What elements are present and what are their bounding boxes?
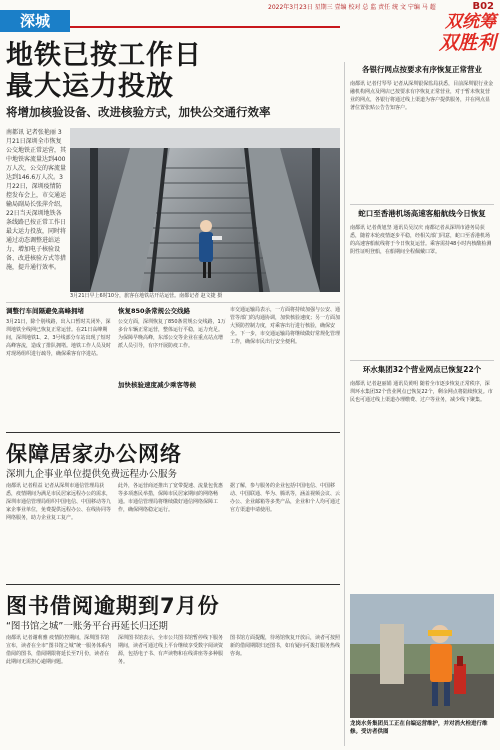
column-divider: [344, 62, 345, 746]
slogan-line-1: 双统筹: [445, 12, 496, 32]
divider: [6, 302, 340, 303]
story2-col2: 此外，各运营商还推出了宽带提速、流量包优惠等多项惠民举措，保障市民居家期间的网络畅通。市通信管理局将继续做好通信网络保障工作，确保网络稳定运行。: [118, 483, 224, 513]
masthead-rule: [70, 26, 340, 28]
lead-photo-caption: 3月21日早上6时10分，旅客在地铁站开站运营。南都记者 赵文捷 摄: [70, 293, 223, 299]
story3-col1: 南都讯 记者谢莉雅 疫情防控期间，深圳图书馆宣布，读者在全市“图书馆之城”统一服务体系内借阅的图书，借阅期限将延长至7月份，读者在此期间无需担心逾期问题。: [6, 635, 112, 665]
story3-subhead: “图书馆之城”一账务平台再延长归还期: [6, 621, 168, 632]
divider: [6, 432, 340, 433]
lead-headline: [6, 40, 336, 102]
lead-col2-title: 恢复850条常规公交线路: [118, 307, 191, 315]
sidebar-photo: [350, 594, 494, 718]
dateline: 2022年3月23日 星期三 壹编 校对 总 监 责任 统 文 宁编 马 超: [268, 4, 436, 11]
story2-col3: 据了解，参与服务的企业包括中国电信、中国移动、中国联通、华为、腾讯等，涵盖视频会议、云办公、企业邮箱等多类产品，企业和个人均可通过官方渠道申请使用。: [230, 483, 340, 513]
sidebar-story2-text: 南都讯 记者黄旭坚 通讯员吴汉庆 南都记者从深圳市港务局获悉，随着本轮疫情逐步平稳，经相关部门同意，蛇口至香港机场的高速客船航线将于今日恢复运营。乘客需持48小时内核酸检测阴性证明登船，在船期间全程佩戴口罩。: [350, 225, 492, 255]
lead-col2-title2: 加快核验速度减少乘客等候: [118, 381, 196, 389]
story3-col2: 深圳图书馆表示，全市公共图书馆暂停线下服务期间，读者可通过线上平台继续享受数字阅读资源，包括电子书、有声读物和在线讲座等多种服务。: [118, 635, 224, 665]
lead-col1-title: 调整行车间隔避免高峰拥堵: [6, 307, 84, 315]
section-tag: 深城: [0, 10, 70, 32]
divider: [350, 360, 494, 361]
story2-headline: 保障居家办公网络: [6, 442, 182, 466]
escalator-illustration: [70, 128, 340, 292]
divider: [350, 204, 494, 205]
sidebar-story1-text: 南都讯 记者付琴琴 记者从深圳银保监局获悉，目前深圳银行业金融机构网点及网店已按要求有序恢复正常营业，对于暂未恢复营业的网点，各银行将通过线上渠道为客户提供服务，并在网点显著位置张贴公告告知客户。: [350, 81, 494, 111]
worker-illustration: [350, 594, 494, 718]
story3-col3: 图书馆方面提醒，待场馆恢复开放后，读者可按照新的借阅期限归还图书，如有疑问可拨打服务热线咨询。: [230, 635, 340, 657]
lead-headline-line-2: 最大运力投放: [6, 71, 174, 102]
sidebar-photo-caption: 龙岗水务集团员工正在自编运营维护，并对消火栓进行维修。受访者供图: [350, 721, 488, 735]
sidebar-story2-title: 蛇口至香港机场高速客船航线今日恢复: [358, 209, 486, 218]
divider: [6, 584, 340, 585]
lead-subhead: 将增加核验设备、改进核验方式，加快公交通行效率: [6, 105, 271, 119]
sidebar-story3-title: 环水集团32个营业网点已恢复22个: [362, 365, 482, 374]
sidebar-story3-text: 南都讯 记者赵丽娟 通讯员黄明 随着全市逐步恢复正常秩序，深圳环水集团32个营业网点已恢复22个，剩余网点将陆续恢复。市民也可通过线上渠道办理缴费、过户等业务，减少线下聚集。: [350, 381, 493, 403]
lead-col1-text: 3月21日，除个别线路，出入口暂时关闭外，深圳地铁全线网已恢复正常运营。在21日高峰期间，深圳地铁1、2、3号线部分车站出现了短时高峰客流，造成了排队拥堵。地铁工作人员及时对现场组织进行疏导，确保乘客有序进站。: [6, 319, 112, 357]
slogan-line-2: 双胜利: [438, 32, 496, 54]
lead-photo: [70, 128, 340, 292]
campaign-slogan: [368, 12, 496, 56]
lead-col2-text: 公交方面，深圳恢复了850条常规公交线路，1万多台车辆正常运营，整体运行平稳，运力充足。为保障早晚高峰，东部公交等企业在重点站点增派人员引导，有序开展防疫工作。: [118, 319, 226, 349]
page-number: B02: [472, 1, 494, 12]
story3-headline: 图书借阅逾期到7月份: [6, 594, 220, 618]
lead-headline-line-1: 地铁已按工作日: [6, 40, 202, 71]
story2-subhead: 深圳九企事业单位提供免费远程办公服务: [6, 469, 178, 480]
lead-col3-text: 市交通运输局表示，一方面将持续加强与公安、通管等部门的沟通协调，加快核验速度；另一方面加大预防控制力度，对乘客出行进行核验，确保安全。下一步，市交通运输局将继续做好常规化管理工作，确保市民出行安全便利。: [230, 307, 340, 345]
lead-intro-text: 南都讯 记者张艳丽 3月21日深圳全市恢复公交地铁正常运营，其中地铁客流量达到400万人次，公交的客流量达到146.6万人次。3月22日，深圳疫情防控发布会上，市交通运输局副局长张萍介绍，22日当天深圳地铁各条线路已按正常工作日最大运力投放，同时将通过动态调整进站运力、增加电子核验设备、改进核验方式等措施，提升通行效率。: [6, 129, 66, 271]
sidebar-story1-title: 各银行网点按要求有序恢复正常营业: [362, 65, 482, 74]
story2-col1: 南都讯 记者程益 记者从深圳市通信管理局获悉，疫情期间为满足市民居家远程办公的需求，深圳市通信管理局组织中国电信、中国移动等九家企事业单位，免费提供远程办公、在线协同等网络服务，助力企业复工复产。: [6, 483, 112, 521]
